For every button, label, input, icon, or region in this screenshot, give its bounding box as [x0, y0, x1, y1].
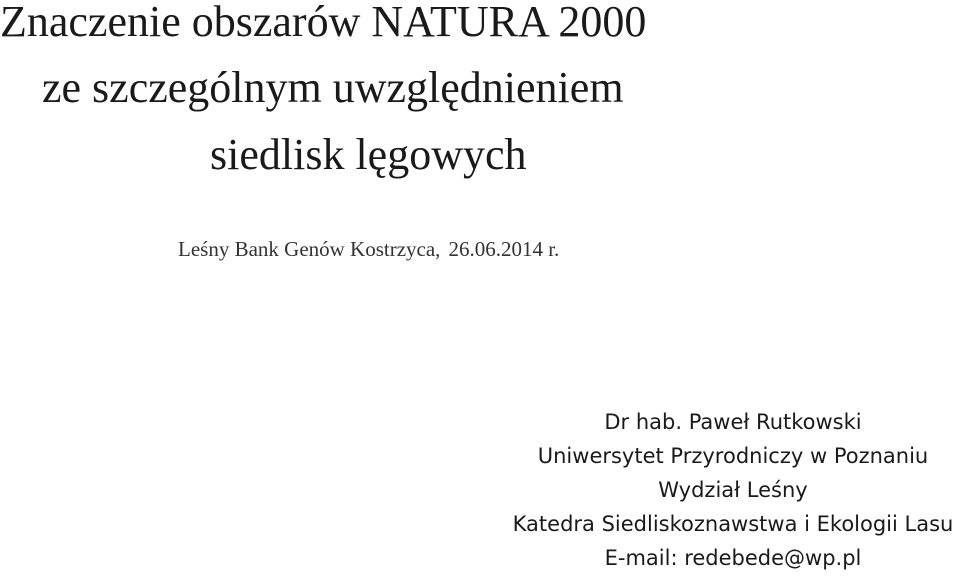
- event-place: Leśny Bank Genów Kostrzyca,: [178, 237, 441, 261]
- author-faculty: Wydział Leśny: [658, 478, 808, 502]
- author-university: Uniwersytet Przyrodniczy w Poznaniu: [537, 444, 929, 468]
- title-line-2: ze szczególnym uwzględnieniem: [42, 63, 624, 112]
- author-name: Dr hab. Paweł Rutkowski: [604, 410, 862, 434]
- author-department: Katedra Siedliskoznawstwa i Ekologii Lasu: [512, 512, 954, 536]
- event-subtitle: [178, 239, 559, 260]
- author-email: E-mail: redebede@wp.pl: [604, 546, 862, 570]
- event-date: 26.06.2014 r.: [448, 237, 560, 261]
- title-line-1: Znaczenie obszarów NATURA 2000: [0, 0, 647, 46]
- author-block: [483, 405, 960, 575]
- title-line-3: siedlisk lęgowych: [210, 130, 527, 179]
